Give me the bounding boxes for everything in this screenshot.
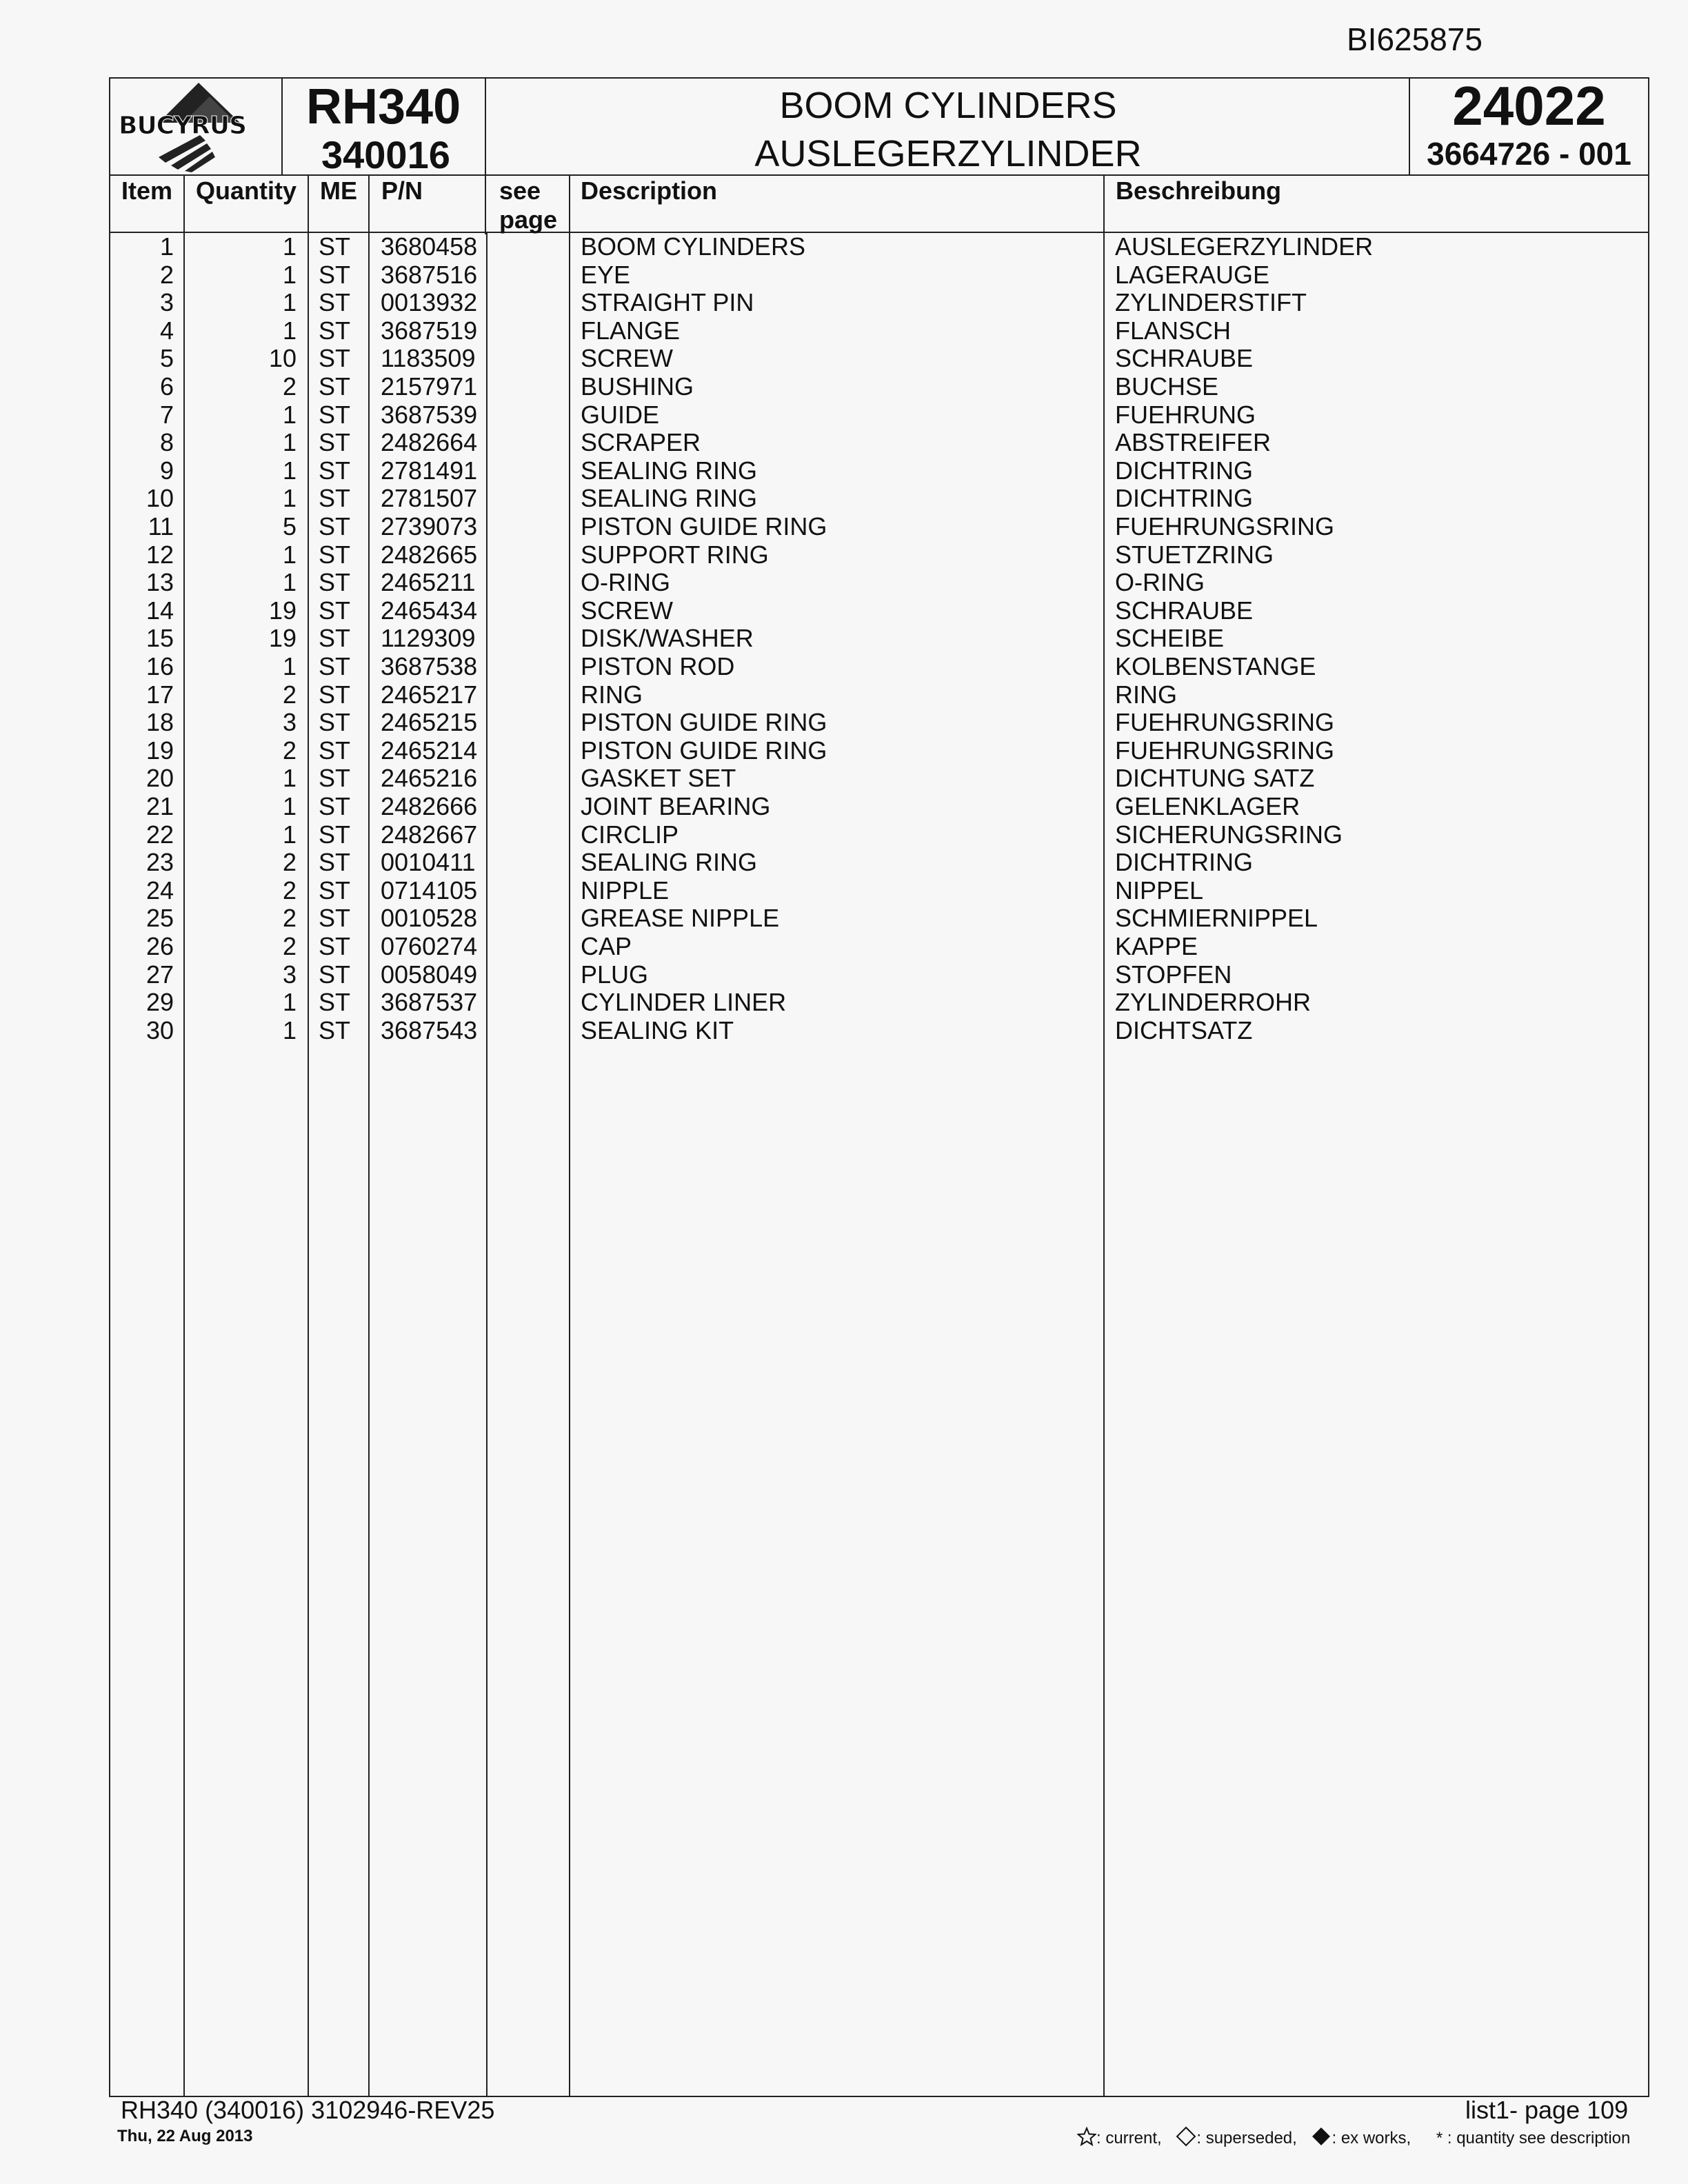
unit: ST [319, 736, 351, 765]
plate-number: 24022 [1452, 75, 1606, 136]
description: RING [581, 680, 643, 709]
beschreibung: RING [1115, 680, 1177, 709]
beschreibung: FUEHRUNGSRING [1115, 736, 1335, 765]
quantity: 1 [282, 820, 297, 849]
beschreibung: STOPFEN [1115, 960, 1232, 989]
column-divider [368, 175, 370, 2097]
quantity: 1 [282, 540, 297, 569]
beschreibung: ZYLINDERSTIFT [1115, 288, 1307, 317]
description: SEALING RING [581, 456, 758, 485]
item-number: 20 [145, 764, 174, 793]
item-number: 9 [159, 456, 174, 485]
beschreibung: DICHTRING [1115, 456, 1253, 485]
beschreibung: FUEHRUNGSRING [1115, 512, 1335, 540]
unit: ST [319, 232, 351, 261]
part-number: 2465216 [381, 764, 478, 793]
quantity: 2 [282, 736, 297, 765]
part-number: 2482667 [381, 820, 478, 849]
unit: ST [319, 932, 351, 960]
unit: ST [319, 1015, 351, 1044]
quantity: 2 [282, 372, 297, 401]
part-number: 2465211 [381, 568, 476, 597]
bucyrus-logo [117, 80, 274, 172]
item-number: 17 [145, 680, 174, 709]
title-english: BOOM CYLINDERS [779, 85, 1117, 126]
beschreibung: DICHTUNG SATZ [1115, 764, 1315, 793]
unit: ST [319, 316, 351, 345]
quantity: 1 [282, 428, 297, 457]
unit: ST [319, 484, 351, 513]
part-number: 0714105 [381, 876, 478, 904]
unit: ST [319, 428, 351, 457]
quantity: 1 [282, 792, 297, 820]
item-number: 3 [159, 288, 174, 317]
beschreibung: NIPPEL [1115, 876, 1204, 904]
footer-reference: RH340 (340016) 3102946-REV25 [121, 2096, 495, 2124]
beschreibung: SCHRAUBE [1115, 344, 1254, 373]
unit: ST [319, 876, 351, 904]
part-number: 0058049 [381, 960, 478, 989]
col-header-pn: P/N [381, 176, 423, 205]
beschreibung: AUSLEGERZYLINDER [1115, 232, 1374, 261]
part-number: 2781507 [381, 484, 478, 513]
quantity: 1 [282, 288, 297, 317]
description: O-RING [581, 568, 670, 597]
part-number: 2482664 [381, 428, 478, 457]
description: SCREW [581, 344, 673, 373]
beschreibung: BUCHSE [1115, 372, 1219, 401]
description: PISTON GUIDE RING [581, 736, 827, 765]
beschreibung: SICHERUNGSRING [1115, 820, 1343, 849]
quantity: 1 [282, 232, 297, 261]
unit: ST [319, 344, 351, 373]
beschreibung: DICHTRING [1115, 484, 1253, 513]
title-german: AUSLEGERZYLINDER [754, 133, 1142, 174]
unit: ST [319, 680, 351, 709]
quantity: 10 [268, 344, 297, 373]
item-number: 30 [145, 1015, 174, 1044]
quantity: 1 [282, 456, 297, 485]
quantity: 2 [282, 876, 297, 904]
description: BUSHING [581, 372, 694, 401]
col-header-page: page [499, 205, 558, 234]
item-number: 24 [145, 876, 174, 904]
description: CYLINDER LINER [581, 988, 787, 1017]
part-number: 1129309 [381, 624, 476, 653]
item-number: 26 [145, 932, 174, 960]
legend-quantity-label: * : quantity see description [1436, 2128, 1631, 2147]
item-number: 16 [145, 652, 174, 680]
unit: ST [319, 848, 351, 877]
col-header-me: ME [320, 176, 357, 205]
legend [1077, 2126, 1630, 2152]
part-number: 0013932 [381, 288, 478, 317]
quantity: 3 [282, 960, 297, 989]
item-number: 21 [145, 792, 174, 820]
description: EYE [581, 260, 631, 289]
part-number: 3687519 [381, 316, 478, 345]
part-number: 2781491 [381, 456, 478, 485]
item-number: 15 [145, 624, 174, 653]
beschreibung: FLANSCH [1115, 316, 1232, 345]
part-number: 2482666 [381, 792, 478, 820]
column-divider [486, 232, 488, 2097]
description: PISTON GUIDE RING [581, 708, 827, 737]
part-number: 3680458 [381, 232, 478, 261]
legend-current-label: : current, [1096, 2128, 1162, 2147]
unit: ST [319, 708, 351, 737]
part-number: 3687538 [381, 652, 478, 680]
description: SCREW [581, 596, 673, 625]
description: STRAIGHT PIN [581, 288, 754, 317]
part-number: 2482665 [381, 540, 478, 569]
beschreibung: LAGERAUGE [1115, 260, 1270, 289]
item-number: 29 [145, 988, 174, 1017]
part-number: 2465217 [381, 680, 478, 709]
quantity: 19 [268, 624, 297, 653]
description: GASKET SET [581, 764, 736, 793]
part-number: 2465214 [381, 736, 478, 765]
quantity: 19 [268, 596, 297, 625]
beschreibung: FUEHRUNGSRING [1115, 708, 1335, 737]
unit: ST [319, 652, 351, 680]
description: GUIDE [581, 400, 660, 429]
description: SEALING KIT [581, 1015, 734, 1044]
description: SEALING RING [581, 484, 758, 513]
quantity: 5 [282, 512, 297, 540]
unit: ST [319, 260, 351, 289]
beschreibung: SCHMIERNIPPEL [1115, 904, 1318, 933]
part-number: 0010411 [381, 848, 476, 877]
beschreibung: O-RING [1115, 568, 1205, 597]
description: CAP [581, 932, 632, 960]
description: PISTON ROD [581, 652, 735, 680]
item-number: 19 [145, 736, 174, 765]
item-number: 18 [145, 708, 174, 737]
item-number: 13 [145, 568, 174, 597]
description: CIRCLIP [581, 820, 679, 849]
quantity: 1 [282, 568, 297, 597]
description: GREASE NIPPLE [581, 904, 780, 933]
star-outline-icon [1077, 2127, 1096, 2151]
column-divider [1103, 175, 1105, 2097]
unit: ST [319, 960, 351, 989]
beschreibung: KAPPE [1115, 932, 1198, 960]
beschreibung: ABSTREIFER [1115, 428, 1272, 457]
part-number: 2739073 [381, 512, 478, 540]
unit: ST [319, 624, 351, 653]
item-number: 27 [145, 960, 174, 989]
item-number: 6 [159, 372, 174, 401]
unit: ST [319, 820, 351, 849]
item-number: 22 [145, 820, 174, 849]
col-header-item: Item [121, 176, 173, 205]
column-divider [569, 175, 570, 2097]
beschreibung: GELENKLAGER [1115, 792, 1300, 820]
beschreibung: KOLBENSTANGE [1115, 652, 1316, 680]
beschreibung: SCHRAUBE [1115, 596, 1254, 625]
unit: ST [319, 596, 351, 625]
part-number: 2157971 [381, 372, 478, 401]
unit: ST [319, 540, 351, 569]
description: SEALING RING [581, 848, 758, 877]
legend-exworks-label: : ex works, [1332, 2128, 1411, 2147]
beschreibung: DICHTRING [1115, 848, 1253, 877]
col-header-see: see [499, 176, 541, 205]
beschreibung: STUETZRING [1115, 540, 1274, 569]
part-number: 3687539 [381, 400, 478, 429]
description: PLUG [581, 960, 649, 989]
description: SCRAPER [581, 428, 701, 457]
unit: ST [319, 512, 351, 540]
unit: ST [319, 456, 351, 485]
description: BOOM CYLINDERS [581, 232, 806, 261]
quantity: 1 [282, 988, 297, 1017]
footer-date: Thu, 22 Aug 2013 [117, 2127, 253, 2145]
item-number: 5 [159, 344, 174, 373]
description: DISK/WASHER [581, 624, 754, 653]
diamond-filled-icon [1311, 2126, 1332, 2152]
item-number: 11 [148, 512, 174, 540]
item-number: 7 [159, 400, 174, 429]
beschreibung: ZYLINDERROHR [1115, 988, 1312, 1017]
item-number: 1 [159, 232, 174, 261]
unit: ST [319, 792, 351, 820]
part-number: 2465215 [381, 708, 478, 737]
drawing-number: 3664726 - 001 [1427, 136, 1631, 172]
item-number: 4 [159, 316, 174, 345]
quantity: 2 [282, 932, 297, 960]
item-number: 12 [145, 540, 174, 569]
legend-superseded-label: : superseded, [1196, 2128, 1297, 2147]
quantity: 1 [282, 764, 297, 793]
diamond-outline-icon [1176, 2126, 1196, 2152]
unit: ST [319, 764, 351, 793]
part-number: 0760274 [381, 932, 478, 960]
description: PISTON GUIDE RING [581, 512, 827, 540]
quantity: 1 [282, 260, 297, 289]
quantity: 2 [282, 904, 297, 933]
quantity: 2 [282, 848, 297, 877]
footer-page: list1- page 109 [1465, 2096, 1629, 2124]
part-number: 3687543 [381, 1015, 478, 1044]
item-number: 8 [159, 428, 174, 457]
unit: ST [319, 904, 351, 933]
unit: ST [319, 400, 351, 429]
header-divider [281, 77, 283, 175]
item-number: 14 [145, 596, 174, 625]
part-number: 3687516 [381, 260, 478, 289]
description: NIPPLE [581, 876, 670, 904]
part-number: 1183509 [381, 344, 476, 373]
quantity: 2 [282, 680, 297, 709]
col-header-beschreibung: Beschreibung [1116, 176, 1282, 205]
col-header-quantity: Quantity [196, 176, 297, 205]
unit: ST [319, 372, 351, 401]
part-number: 0010528 [381, 904, 478, 933]
quantity: 1 [282, 400, 297, 429]
beschreibung: SCHEIBE [1115, 624, 1225, 653]
unit: ST [319, 288, 351, 317]
logo-text: BUCYRUS [119, 112, 247, 140]
quantity: 1 [282, 316, 297, 345]
item-number: 23 [145, 848, 174, 877]
beschreibung: FUEHRUNG [1115, 400, 1256, 429]
quantity: 1 [282, 484, 297, 513]
column-divider [308, 175, 309, 2097]
model-number: RH340 [306, 79, 461, 134]
description: FLANGE [581, 316, 681, 345]
item-number: 25 [145, 904, 174, 933]
unit: ST [319, 568, 351, 597]
description: SUPPORT RING [581, 540, 769, 569]
beschreibung: DICHTSATZ [1115, 1015, 1253, 1044]
item-number: 10 [145, 484, 174, 513]
quantity: 1 [282, 1015, 297, 1044]
part-number: 3687537 [381, 988, 478, 1017]
col-header-description: Description [581, 176, 718, 205]
serial-number: 340016 [321, 133, 450, 176]
unit: ST [319, 988, 351, 1017]
description: JOINT BEARING [581, 792, 771, 820]
quantity: 1 [282, 652, 297, 680]
item-number: 2 [159, 260, 174, 289]
part-number: 2465434 [381, 596, 478, 625]
quantity: 3 [282, 708, 297, 737]
document-id: BI625875 [1347, 21, 1483, 57]
